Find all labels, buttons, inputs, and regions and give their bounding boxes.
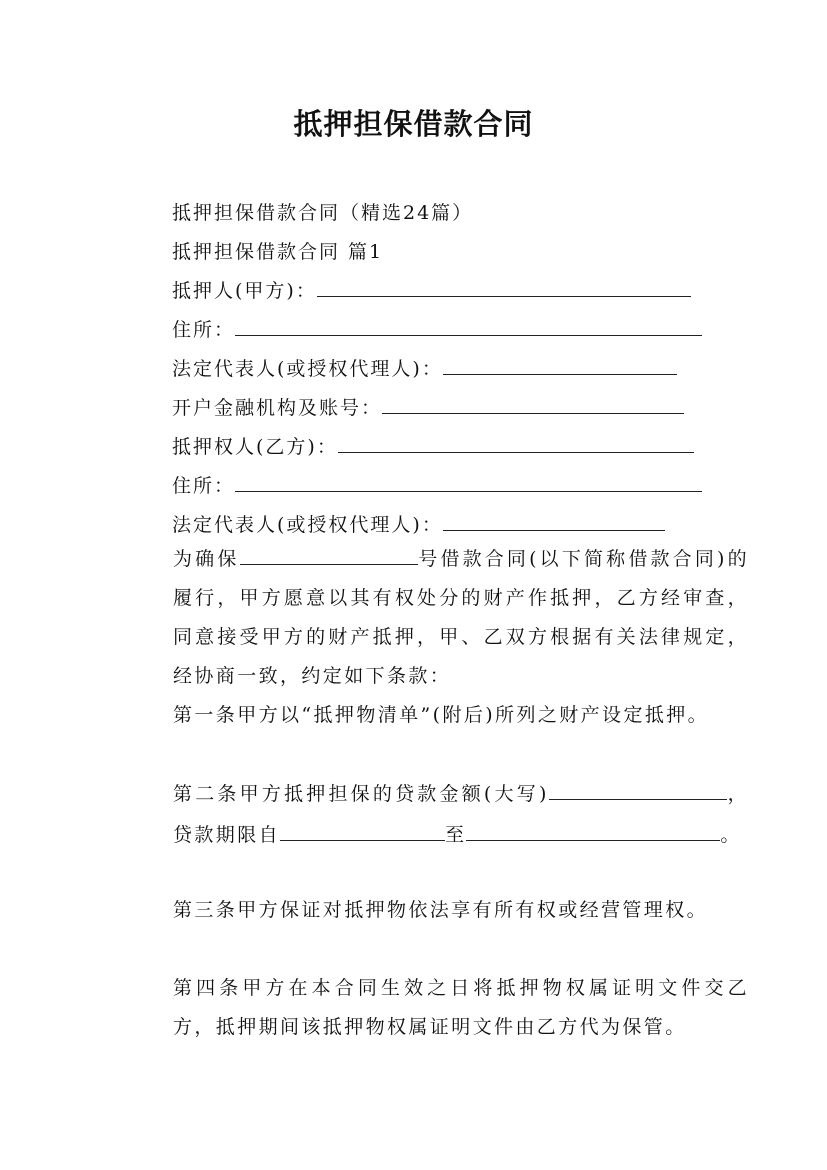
- legal-rep2-label: 法定代表人(或授权代理人)：: [172, 514, 443, 536]
- address1-label: 住所：: [172, 319, 236, 341]
- legal-rep1-field: [172, 354, 677, 381]
- pledgee-field: [172, 432, 694, 459]
- pledgor-label: 抵押人(甲方)：: [172, 280, 317, 302]
- pledgee-blank: [338, 435, 694, 453]
- address2-field: [172, 471, 702, 498]
- article-4: 第四条甲方在本合同生效之日将抵押物权属证明文件交乙方，抵押期间该抵押物权属证明文件由乙方代为保管。: [173, 977, 749, 1038]
- loan-start-blank: [280, 823, 445, 841]
- pledgor-blank: [317, 279, 691, 297]
- intro-text-2: 号借款合同(以下简称借款合同)的履行，甲方愿意以其有权处分的财产作抵押，乙方经审查，同意接受甲方的财产抵押，甲、乙双方根据有关法律规定，经协商一致，约定如下条款：: [173, 548, 749, 687]
- address1-field: [172, 315, 702, 342]
- intro-text-1: 为确保: [173, 548, 240, 570]
- article-2-text-4: 。: [720, 824, 742, 846]
- address1-blank: [235, 318, 702, 336]
- intro-paragraph: [126, 540, 749, 696]
- legal-rep2-field: [172, 510, 665, 537]
- legal-rep1-blank: [443, 357, 677, 375]
- document-title: 抵押担保借款合同: [293, 107, 534, 141]
- address2-blank: [235, 474, 702, 492]
- article-2-text-2: ，贷款期限自: [173, 783, 749, 846]
- article-3: 第三条甲方保证对抵押物依法享有所有权或经营管理权。: [173, 899, 709, 921]
- article-2: [126, 774, 749, 856]
- pledgor-field: [172, 276, 691, 303]
- loan-amount-blank: [549, 782, 727, 800]
- article-2-text-3: 至: [445, 824, 467, 846]
- bank-label: 开户金融机构及账号：: [172, 397, 383, 419]
- legal-rep1-label: 法定代表人(或授权代理人)：: [172, 358, 443, 380]
- article-2-text-1: 第二条甲方抵押担保的贷款金额(大写): [173, 783, 549, 805]
- bank-field: [172, 393, 684, 420]
- document-subtitle: 抵押担保借款合同（精选24篇）: [172, 202, 474, 224]
- legal-rep2-blank: [443, 513, 665, 531]
- section-heading: 抵押担保借款合同 篇1: [172, 241, 384, 263]
- bank-blank: [382, 396, 684, 414]
- loan-end-blank: [466, 823, 720, 841]
- pledgee-label: 抵押权人(乙方)：: [172, 436, 338, 458]
- contract-number-blank: [240, 547, 418, 565]
- address2-label: 住所：: [172, 475, 236, 497]
- article-1: 第一条甲方以“抵押物清单”(附后)所列之财产设定抵押。: [173, 704, 710, 726]
